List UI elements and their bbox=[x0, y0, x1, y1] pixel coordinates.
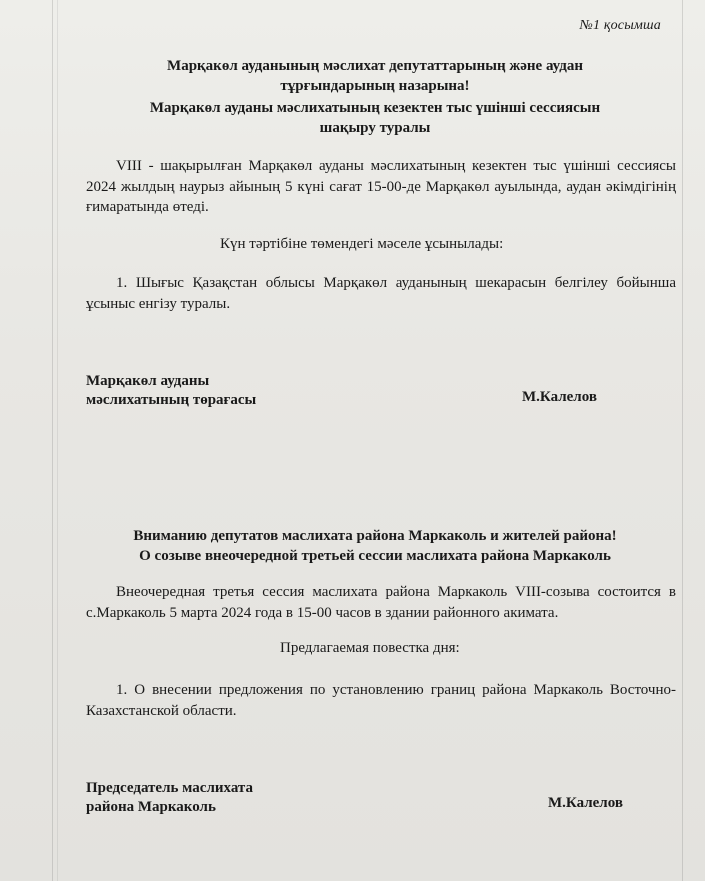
ru-agenda-item-text: 1. О внесении предложения по установлению границ района Маркаколь Восточно-Казахстанской области. bbox=[86, 682, 676, 719]
ru-body-paragraph bbox=[86, 582, 676, 623]
ru-title-line-1: Вниманию депутатов маслихата района Маркаколь и жителей района! bbox=[133, 528, 617, 544]
kz-signatory-title bbox=[86, 372, 256, 410]
ru-signatory-title bbox=[86, 779, 253, 817]
ru-signatory-name: М.Калелов bbox=[548, 795, 623, 811]
kz-title-line-4: шақыру туралы bbox=[319, 120, 431, 136]
ru-agenda-item bbox=[86, 680, 676, 721]
scan-streak bbox=[52, 0, 53, 881]
kz-title-line-2: тұрғындарының назарына! bbox=[280, 78, 470, 94]
ru-body-text: Внеочередная третья сессия маслихата района Маркаколь VIII-созыва состоится в с.Маркаколь 5 марта 2024 года в 15-00 часов в здании районного акимата. bbox=[86, 584, 676, 621]
kz-signatory-name: М.Калелов bbox=[522, 389, 597, 405]
kz-signatory-line-1: Марқакөл ауданы bbox=[86, 373, 210, 389]
kz-signatory-line-2: мәслихатының төрағасы bbox=[86, 392, 257, 408]
kz-title-line-1: Марқакөл ауданының мәслихат депутаттарының және аудан bbox=[167, 58, 583, 74]
ru-signatory-line-2: района Маркаколь bbox=[86, 799, 216, 815]
kz-agenda-heading: Күн тәртібіне төмендегі мәселе ұсынылады: bbox=[220, 236, 504, 252]
kz-title-line-3: Марқакөл ауданы мәслихатының кезектен тыс үшінші сессиясын bbox=[149, 100, 601, 116]
annex-label: №1 қосымша bbox=[579, 18, 661, 33]
ru-signatory-line-1: Председатель маслихата bbox=[86, 780, 253, 796]
kz-agenda-item bbox=[86, 273, 676, 314]
scan-streak bbox=[57, 0, 58, 881]
ru-title-line-2: О созыве внеочередной третьей сессии маслихата района Маркаколь bbox=[139, 548, 611, 564]
kz-body-paragraph bbox=[86, 156, 676, 218]
kz-body-text: VIII - шақырылған Марқакөл ауданы мәслихатының кезектен тыс үшінші сессиясы 2024 жылдың наурыз айының 5 күні сағат 15-00-де Марқакөл ауылында, аудан әкімдігінің ғимаратында өтеді. bbox=[86, 158, 676, 215]
scan-streak bbox=[682, 0, 683, 881]
kz-agenda-item-text: 1. Шығыс Қазақстан облысы Марқакөл ауданының шекарасын белгілеу бойынша ұсыныс енгізу туралы. bbox=[86, 275, 676, 312]
ru-agenda-heading: Предлагаемая повестка дня: bbox=[280, 640, 460, 656]
